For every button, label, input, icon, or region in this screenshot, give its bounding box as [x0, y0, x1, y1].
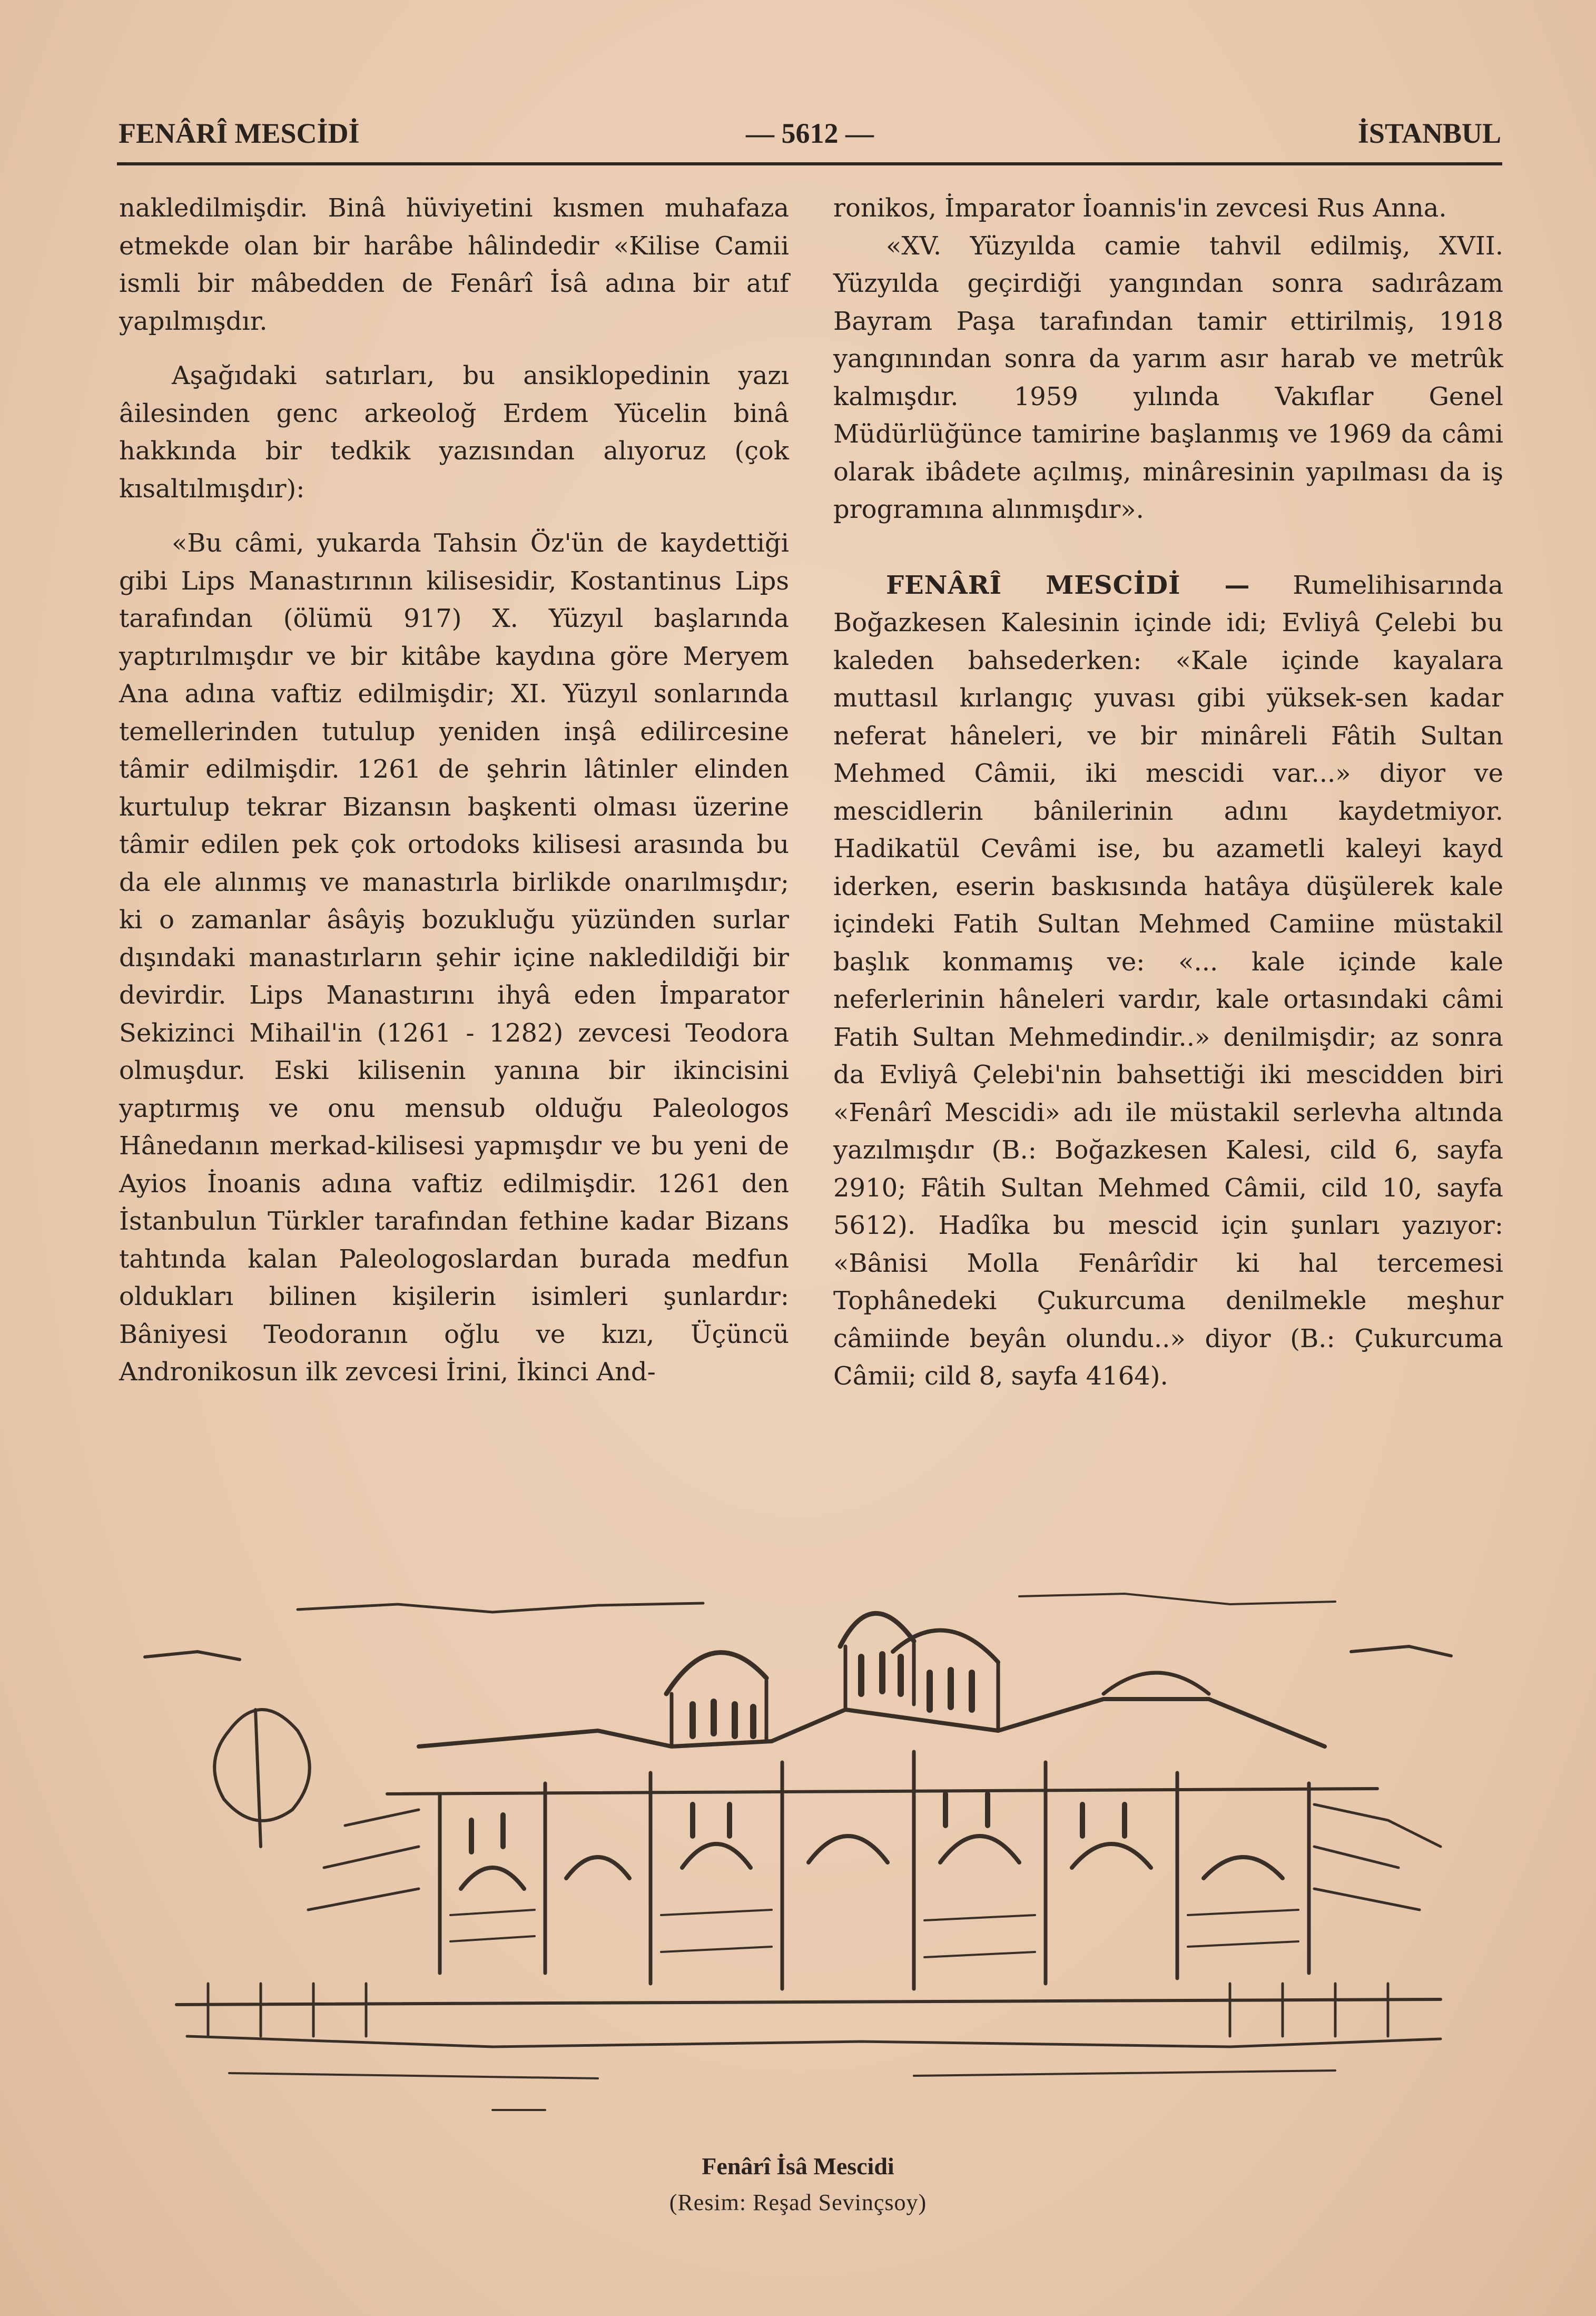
left-paragraph-1: nakledilmişdir. Binâ hüviyetini kısmen muhafaza etmekde olan bir harâbe hâlindedir «Kilise Camii ismli bir mâbedden de Fenârî İsâ adına bir atıf yapılmışdır. [119, 193, 789, 336]
right-paragraph-2: «XV. Yüzyılda camie tahvil edilmiş, XVII. Yüzyılda geçirdiği yangından sonra sadırâzam Bayram Paşa tarafından tamir ettirilmiş, 1918 yangınından sonra da yarım asır harab ve metrûk kalmışdır. 1959 yılında Vakıflar Genel Müdürlüğünce tamirine başlanmış ve 1969 da câmi olarak ibâdete açılmış, minâresinin yapılması da iş programına alınmışdır». [833, 231, 1503, 524]
entry-text: Rumelihisarında Boğazkesen Kalesinin içinde idi; Evliyâ Çelebi bu kaleden bahsederken: «Kale içinde kayalara muttasıl kırlangıç yuvası gibi yüksek-sen kadar neferat hâneleri, ve bir minâreli Fâtih Sultan Mehmed Câmii, iki mescidi var...» diyor ve mescidlerin bânilerinin adını kaydetmiyor. Hadikatül Cevâmi ise, bu azametli kaleyi kayd iderken, eserin baskısında hatâya düşülerek kale içindeki Fatih Sultan Mehmed Camiine müstakil başlık konmamış ve: «... kale içinde kale neferlerinin hâneleri vardır, kale ortasındaki câmi Fatih Sultan Mehmedindir..» denilmişdir; az sonra da Evliyâ Çelebi'nin bahsettiği iki mescidden biri «Fenârî Mescidi» adı ile müstakil serlevha altında yazılmışdır (B.: Boğazkesen Kalesi, cild 6, sayfa 2910; Fâtih Sultan Mehmed Câmii, cild 10, sayfa 5612). Hadîka bu mescid için şunları yazıyor: «Bânisi Molla Fenârîdir ki hal tercemesi Tophânedeki Çukurcuma denilmekle meşhur câmiinde beyân olundu..» diyor (B.: Çukurcuma Câmii; cild 8, sayfa 4164). [833, 570, 1503, 1391]
left-column [119, 190, 789, 1391]
right-paragraph-1: ronikos, İmparator İoannis'in zevcesi Rus Anna. [833, 193, 1447, 223]
right-column [833, 190, 1503, 1396]
header-rule [117, 162, 1502, 165]
page-header [119, 112, 1501, 154]
figure-credit: (Resim: Reşad Sevinçsoy) [669, 2190, 927, 2215]
left-paragraph-3: «Bu câmi, yukarda Tahsin Öz'ün de kaydettiği gibi Lips Manastırının kilisesidir, Kostantinus Lips tarafından (ölümü 917) X. Yüzyıl başlarında yaptırılmışdır ve bir kitâbe kaydına göre Meryem Ana adına vaftiz edilmişdir; XI. Yüzyıl sonlarında temellerinden tutulup yeniden inşâ edilircesine tâmir edilmişdir. 1261 de şehrin lâtinler elinden kurtulup tekrar Bizansın başkenti olması üzerine tâmir edilen pek çok ortodoks kilisesi arasında bu da ele alınmış ve manastırla birlikde onarılmışdır; ki o zamanlar âsâyiş bozukluğu yüzünden surlar dışındaki manastırların şehir içine nakledildiği bir devirdir. Lips Manastırını ihyâ eden İmparator Sekizinci Mihail'in (1261 - 1282) zevcesi Teodora olmuşdur. Eski kilisenin yanına bir ikincisini yaptırmış ve onu mensub olduğu Paleologos Hânedanın merkad-kilisesi yapmışdır ve bu yeni de Ayios İnoanis adına vaftiz edilmişdir. 1261 den İstanbulun Türkler tarafından fethine kadar Bizans tahtında kalan Paleologoslardan burada medfun oldukları bilinen kişilerin isimleri şunlardır: Bâniyesi Teodoranın oğlu ve kızı, Üçüncü Andronikosun ilk zevcesi İrini, İkinci And- [119, 528, 789, 1387]
church-illustration [124, 1573, 1472, 2121]
entry-title: FENÂRÎ MESCİDİ — [886, 570, 1250, 600]
left-paragraph-2: Aşağıdaki satırları, bu ansiklopedinin yazı âilesinden genc arkeoloğ Erdem Yücelin binâ hakkında bir tedkik yazısından alıyoruz (çok kısaltılmışdır): [119, 361, 789, 504]
header-lemma: FENÂRÎ MESCİDİ [119, 117, 360, 149]
entry-paragraph [833, 567, 1503, 1396]
figure-caption: Fenârî İsâ Mescidi [702, 2153, 894, 2180]
page-number: — 5612 — [746, 117, 874, 149]
header-section: İSTANBUL [1357, 117, 1501, 149]
